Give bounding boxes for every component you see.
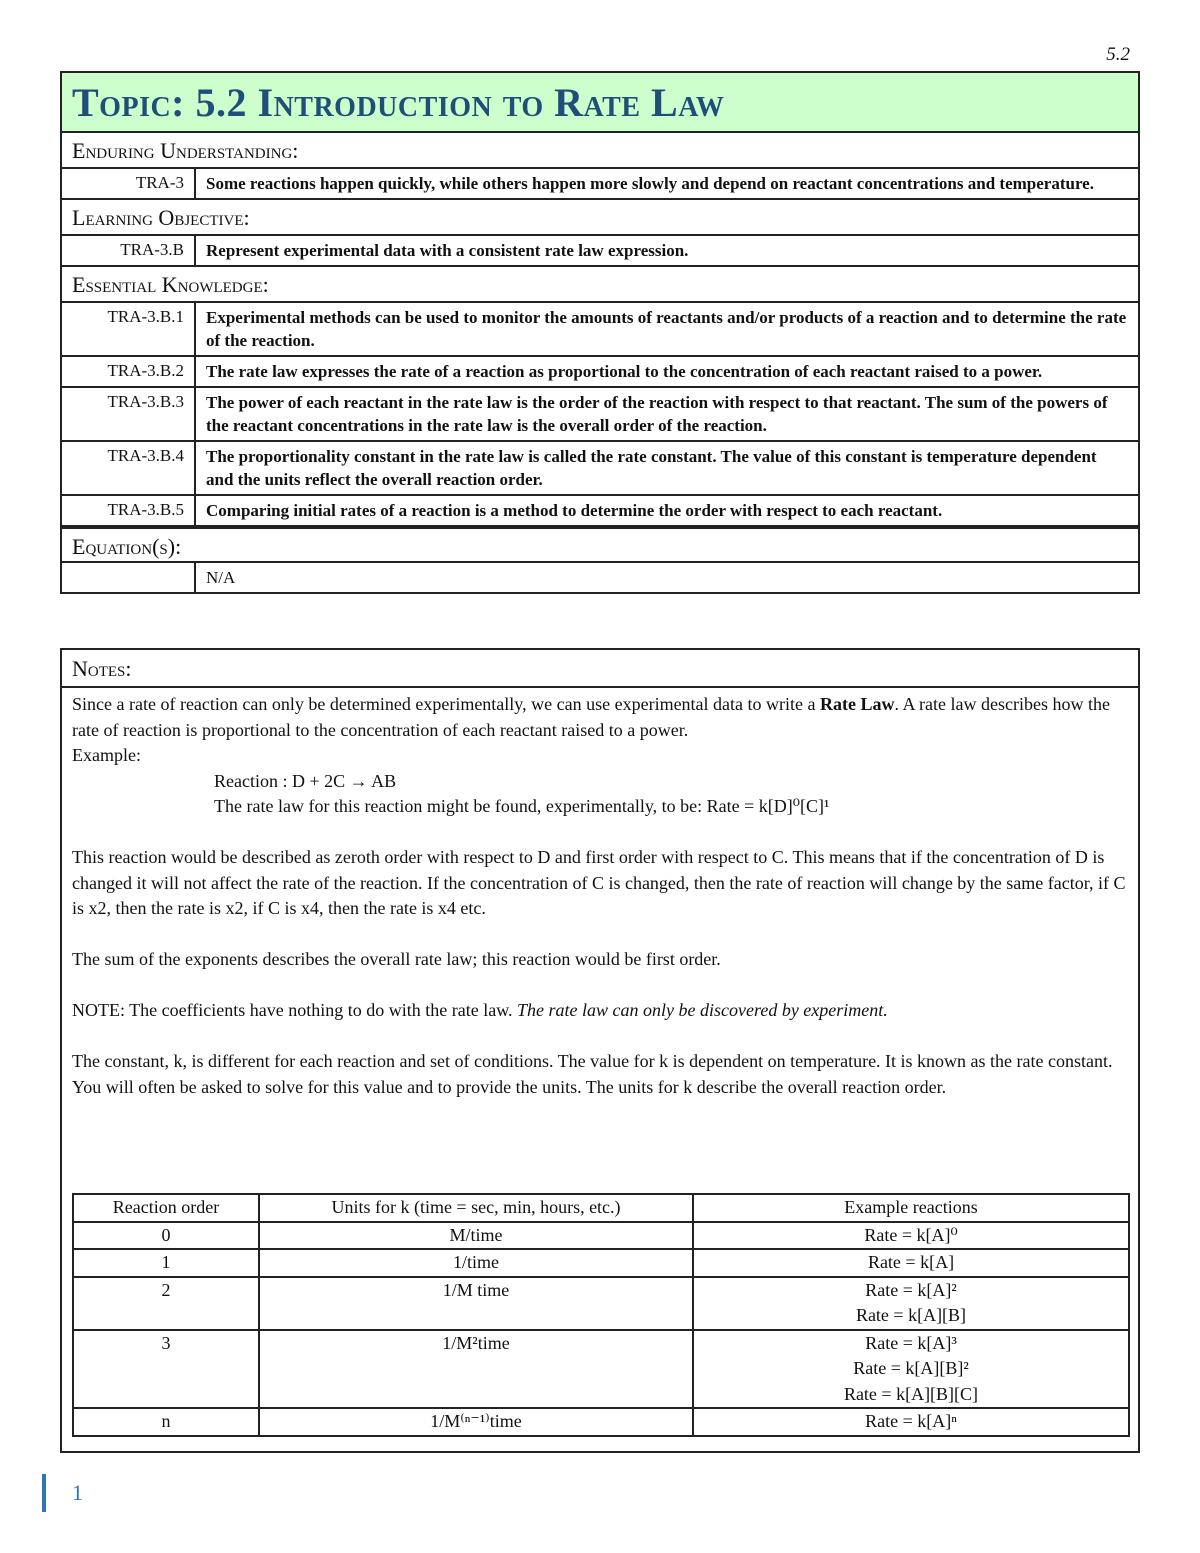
order-cell: n <box>73 1408 259 1436</box>
examples-cell: Rate = k[A]² Rate = k[A][B] <box>693 1277 1129 1330</box>
topic-title: Topic: 5.2 Introduction to Rate Law <box>62 73 1138 133</box>
enduring-understanding-heading: Enduring Understanding: <box>62 133 1138 169</box>
units-cell: M/time <box>259 1222 693 1250</box>
units-cell: 1/time <box>259 1249 693 1277</box>
examples-cell: Rate = k[A]³ Rate = k[A][B]² Rate = k[A][B][C] <box>693 1330 1129 1409</box>
order-paragraph: This reaction would be described as zeroth order with respect to D and first order with respect to C. This means that if the concentration of D is changed it will not affect the rate of the reaction. If the concentration of C is changed, then the rate of reaction will change by the same factor, if C is x2, then the rate is x2, if C is x4, then the rate is x4 etc. <box>72 847 1126 918</box>
essential-knowledge-heading: Essential Knowledge: <box>62 267 1138 303</box>
enduring-row <box>62 169 1138 200</box>
standard-text: The proportionality constant in the rate law is called the rate constant. The value of this constant is temperature dependent and the units reflect the overall reaction order. <box>206 447 1097 489</box>
page-number: 1 <box>72 1480 83 1505</box>
example-label: Example: <box>72 745 141 765</box>
knowledge-row <box>62 303 1138 357</box>
order-cell: 0 <box>73 1222 259 1250</box>
learning-objective-heading: Learning Objective: <box>62 200 1138 236</box>
table-header-row <box>73 1194 1129 1222</box>
topic-box <box>60 71 1140 594</box>
constant-paragraph: The constant, k, is different for each reaction and set of conditions. The value for k is dependent on temperature. It is known as the rate constant. You will often be asked to solve for this value and to provide the units. The units for k describe the overall reaction order. <box>72 1051 1113 1097</box>
standard-text: Represent experimental data with a consistent rate law expression. <box>206 241 689 260</box>
standard-text: Experimental methods can be used to monitor the amounts of reactants and/or products of a reaction and to determine the rate of the reaction. <box>206 308 1127 350</box>
order-cell: 2 <box>73 1277 259 1330</box>
knowledge-row <box>62 442 1138 496</box>
examples-cell: Rate = k[A] <box>693 1249 1129 1277</box>
table-row <box>73 1249 1129 1277</box>
standard-text: Comparing initial rates of a reaction is a method to determine the order with respect to each reactant. <box>206 501 943 520</box>
examples-cell: Rate = k[A]ⁿ <box>693 1408 1129 1436</box>
knowledge-row <box>62 357 1138 388</box>
units-cell: 1/M⁽ⁿ⁻¹⁾time <box>259 1408 693 1436</box>
notes-body <box>62 688 1138 1100</box>
column-header: Example reactions <box>693 1194 1129 1222</box>
standard-code: TRA-3.B.4 <box>62 442 196 494</box>
column-header: Reaction order <box>73 1194 259 1222</box>
footer-accent-bar <box>42 1474 46 1512</box>
rate-order-table <box>72 1193 1130 1437</box>
standard-code <box>62 563 196 592</box>
notes-box <box>60 648 1140 1453</box>
knowledge-row <box>62 388 1138 442</box>
standard-text: The power of each reactant in the rate law is the order of the reaction with respect to that reactant. The sum of the powers of the reactant concentrations in the rate law is the overall order of the reaction. <box>206 393 1108 435</box>
standard-code: TRA-3.B.3 <box>62 388 196 440</box>
table-row <box>73 1408 1129 1436</box>
standard-code: TRA-3.B.1 <box>62 303 196 355</box>
standard-code: TRA-3 <box>62 169 196 198</box>
order-cell: 3 <box>73 1330 259 1409</box>
note-paragraph: NOTE: The coefficients have nothing to do with the rate law. The rate law can only be discovered by experiment. <box>72 1000 888 1020</box>
notes-heading: Notes: <box>62 650 1138 688</box>
units-cell: 1/M²time <box>259 1330 693 1409</box>
table-row <box>73 1330 1129 1409</box>
objective-row <box>62 236 1138 267</box>
table-row <box>73 1277 1129 1330</box>
order-cell: 1 <box>73 1249 259 1277</box>
standard-code: TRA-3.B.5 <box>62 496 196 525</box>
units-cell: 1/M time <box>259 1277 693 1330</box>
equation-text: N/A <box>206 568 236 587</box>
reaction-line: Reaction : D + 2C → AB <box>214 770 397 791</box>
knowledge-row <box>62 496 1138 527</box>
standard-text: The rate law expresses the rate of a reaction as proportional to the concentration of each reactant raised to a power. <box>206 362 1043 381</box>
examples-cell: Rate = k[A]⁰ <box>693 1222 1129 1250</box>
equation-row <box>62 563 1138 592</box>
standard-text: Some reactions happen quickly, while others happen more slowly and depend on reactant concentrations and temperature. <box>206 174 1094 193</box>
notes-intro: Since a rate of reaction can only be determined experimentally, we can use experimental data to write a Rate Law. A rate law describes how the rate of reaction is proportional to the concentration of each reactant raised to a power. <box>72 694 1110 740</box>
standard-code: TRA-3.B <box>62 236 196 265</box>
column-header: Units for k (time = sec, min, hours, etc.) <box>259 1194 693 1222</box>
standard-code: TRA-3.B.2 <box>62 357 196 386</box>
table-row <box>73 1222 1129 1250</box>
sum-paragraph: The sum of the exponents describes the overall rate law; this reaction would be first order. <box>72 949 721 969</box>
equations-heading: Equation(s): <box>62 527 1138 563</box>
page-label: 5.2 <box>1106 44 1130 65</box>
rate-law-line: The rate law for this reaction might be found, experimentally, to be: Rate = k[D]⁰[C]¹ <box>214 796 830 816</box>
